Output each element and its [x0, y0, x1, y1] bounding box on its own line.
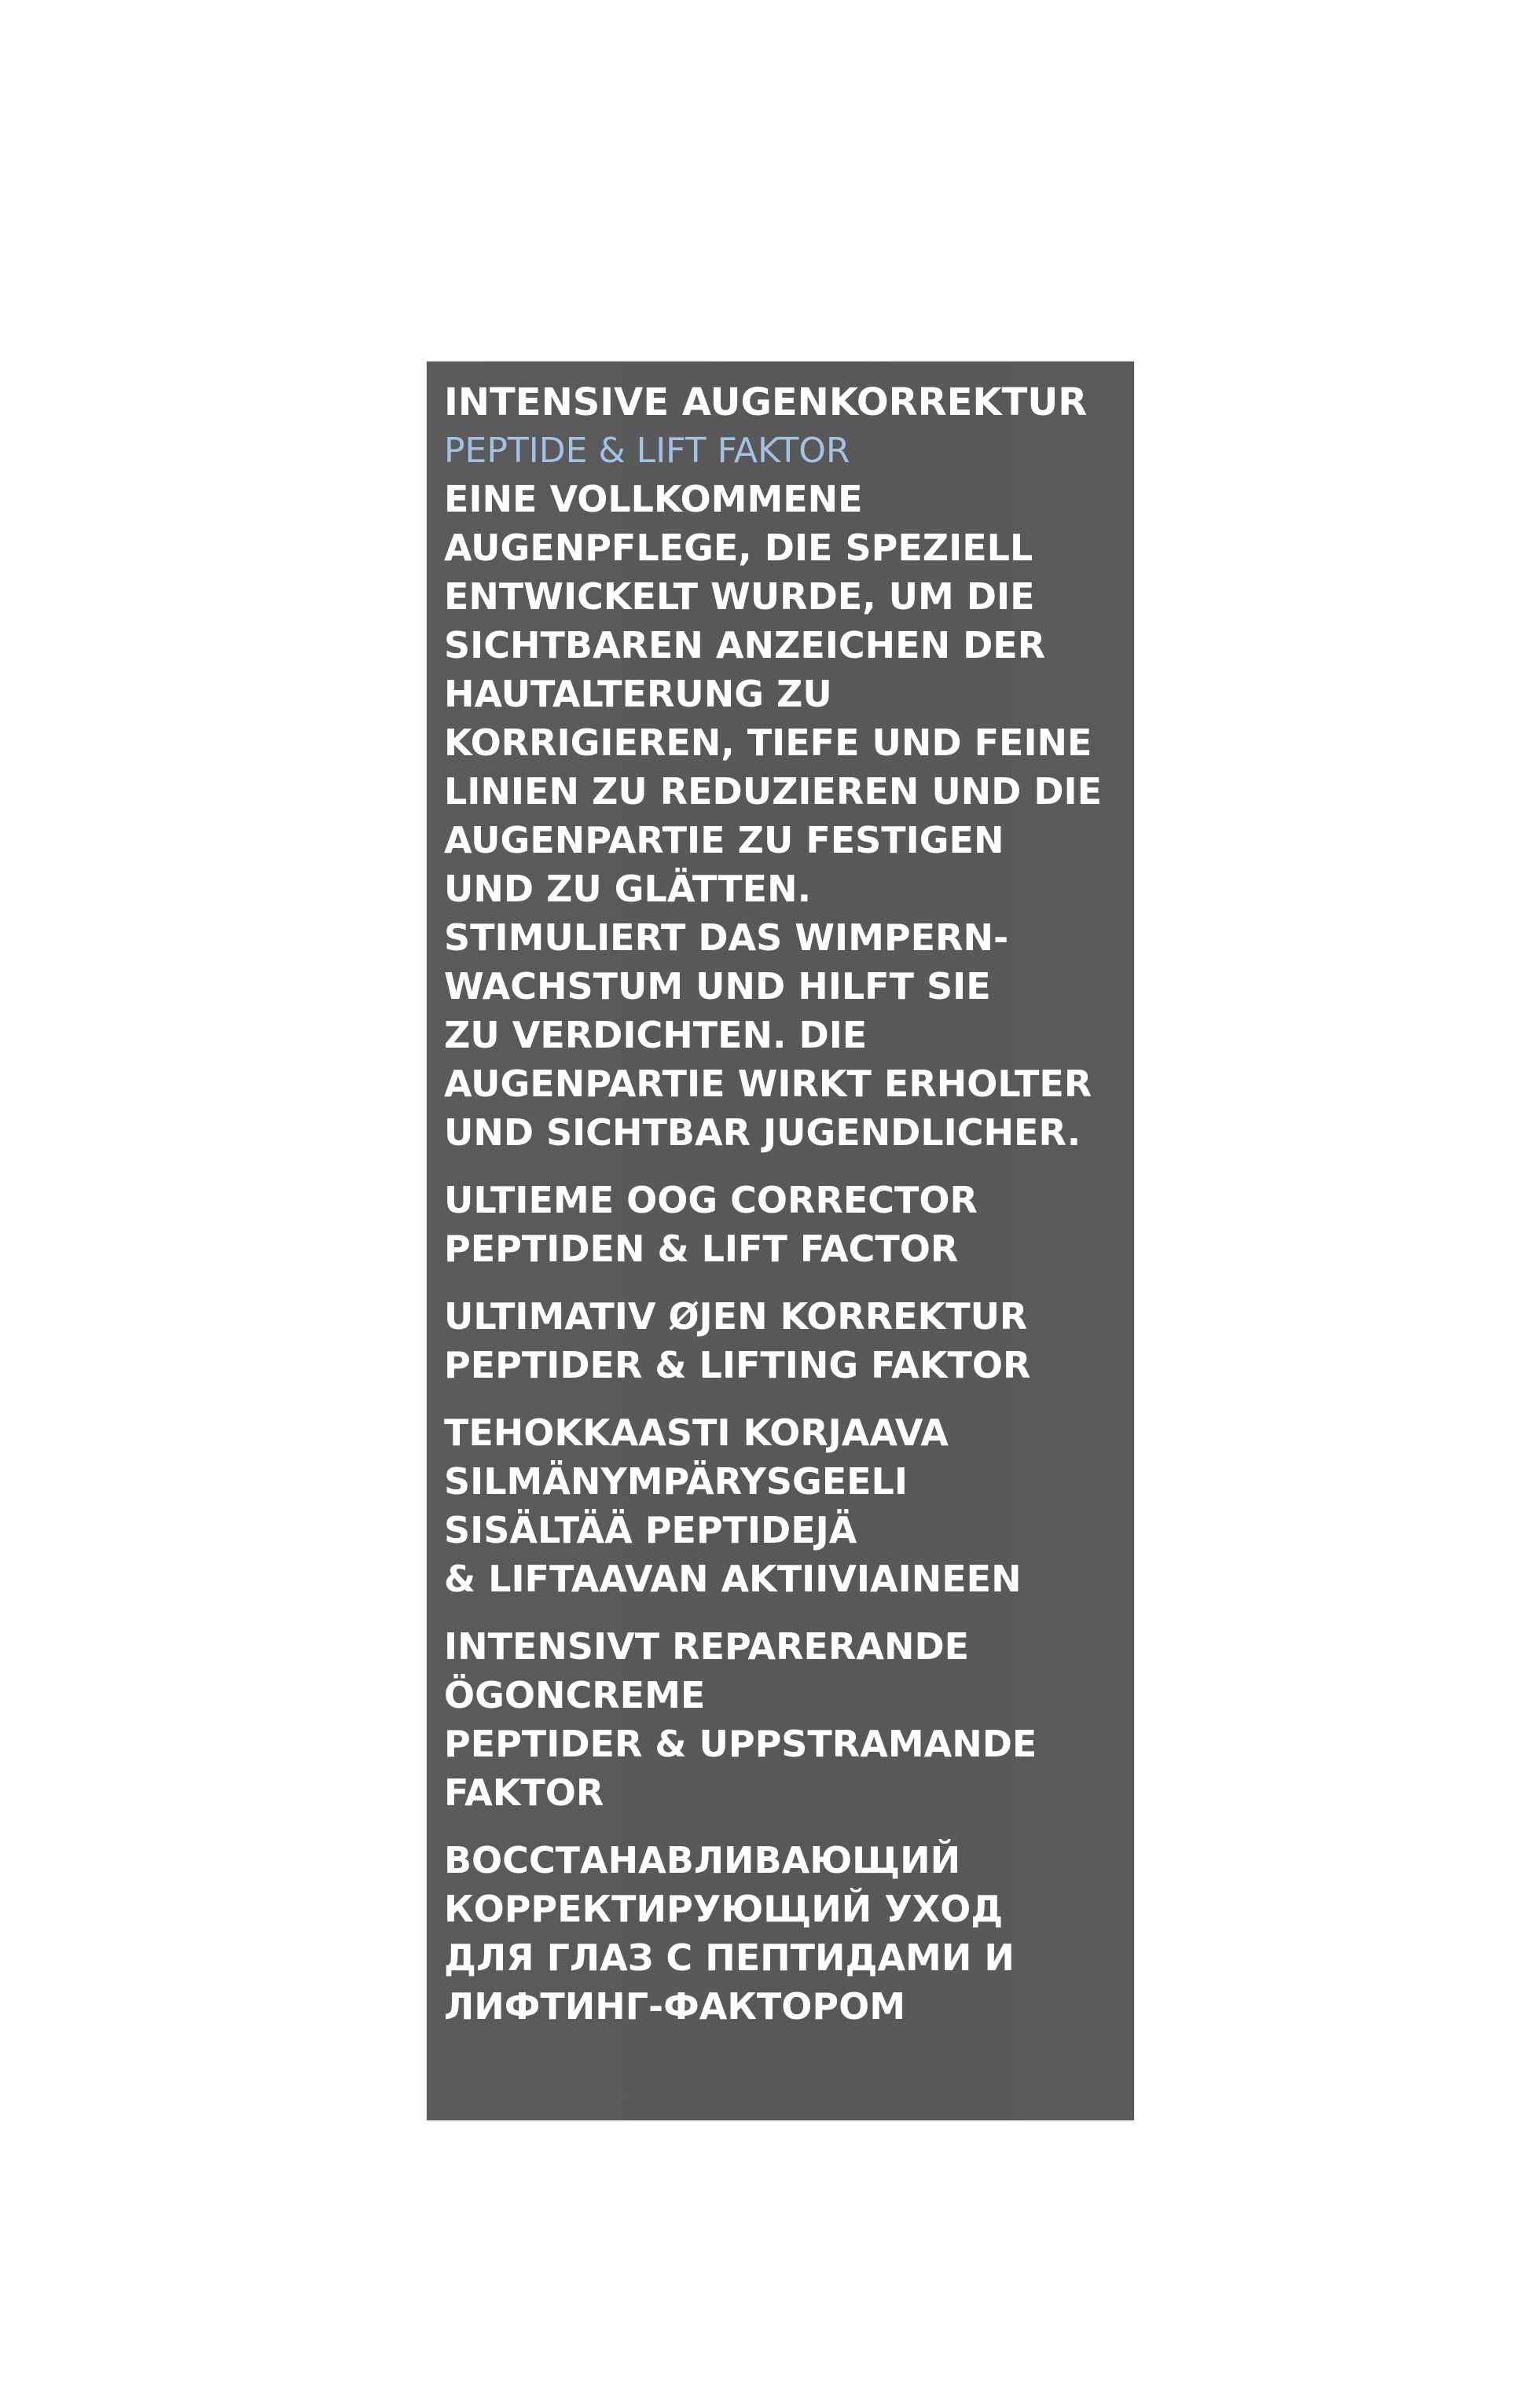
de-line: AUGENPARTIE ZU FESTIGEN: [444, 819, 1004, 861]
sv-line: ÖGONCREME: [444, 1674, 706, 1716]
nl-line: ULTIEME OOG CORRECTOR: [444, 1179, 978, 1221]
product-title: INTENSIVE AUGENKORREKTUR: [444, 380, 1088, 424]
de-line: EINE VOLLKOMMENE: [444, 478, 863, 520]
section-gap: [444, 1389, 1120, 1408]
product-subtitle: PEPTIDE & LIFT FAKTOR: [444, 431, 850, 471]
de-line: WACHSTUM UND HILFT SIE: [444, 965, 991, 1008]
sv-line: FAKTOR: [444, 1771, 604, 1814]
section-gap: [444, 1817, 1120, 1836]
swedish-title: [444, 1622, 1120, 1817]
de-line: AUGENPFLEGE, DIE SPEZIELL: [444, 527, 1033, 569]
de-line: HAUTALTERUNG ZU: [444, 673, 832, 715]
ru-line: ВОССТАНАВЛИВАЮЩИЙ: [444, 1839, 961, 1881]
section-gap: [444, 1273, 1120, 1292]
de-line: ENTWICKELT WURDE, UM DIE: [444, 575, 1035, 618]
de-line: UND SICHTBAR JUGENDLICHER.: [444, 1111, 1081, 1154]
product-box-panel: [427, 362, 1134, 2120]
ru-line: КОРРЕКТИРУЮЩИЙ УХОД: [444, 1888, 1004, 1930]
ru-line: ДЛЯ ГЛАЗ С ПЕПТИДАМИ И: [444, 1936, 1015, 1979]
danish-title: [444, 1292, 1120, 1389]
german-description: [444, 475, 1120, 1157]
ru-line: ЛИФТИНГ-ФАКТОРОМ: [444, 1985, 905, 2028]
de-line: SICHTBAREN ANZEICHEN DER: [444, 624, 1046, 666]
section-gap: [444, 1157, 1120, 1176]
fi-line: & LIFTAAVAN AKTIIVIAINEEN: [444, 1558, 1022, 1600]
fi-line: SISÄLTÄÄ PEPTIDEJÄ: [444, 1509, 857, 1551]
package-text-block: [444, 377, 1120, 2031]
russian-title: [444, 1836, 1120, 2031]
de-line: ZU VERDICHTEN. DIE: [444, 1014, 868, 1056]
da-line: ULTIMATIV ØJEN KORREKTUR: [444, 1295, 1028, 1338]
da-line: PEPTIDER & LIFTING FAKTOR: [444, 1344, 1031, 1386]
de-line: AUGENPARTIE WIRKT ERHOLTER: [444, 1063, 1092, 1105]
fi-line: SILMÄNYMPÄRYSGEELI: [444, 1460, 908, 1503]
finnish-title: [444, 1408, 1120, 1603]
dutch-title: [444, 1176, 1120, 1273]
de-line: UND ZU GLÄTTEN.: [444, 868, 812, 910]
de-line: STIMULIERT DAS WIMPERN-: [444, 916, 1009, 959]
nl-line: PEPTIDEN & LIFT FACTOR: [444, 1228, 959, 1270]
section-gap: [444, 1603, 1120, 1622]
de-line: KORRIGIEREN, TIEFE UND FEINE: [444, 721, 1092, 764]
de-line: LINIEN ZU REDUZIEREN UND DIE: [444, 770, 1103, 813]
sv-line: INTENSIVT REPARERANDE: [444, 1625, 970, 1668]
sv-line: PEPTIDER & UPPSTRAMANDE: [444, 1723, 1037, 1765]
fi-line: TEHOKKAASTI KORJAAVA: [444, 1411, 949, 1454]
